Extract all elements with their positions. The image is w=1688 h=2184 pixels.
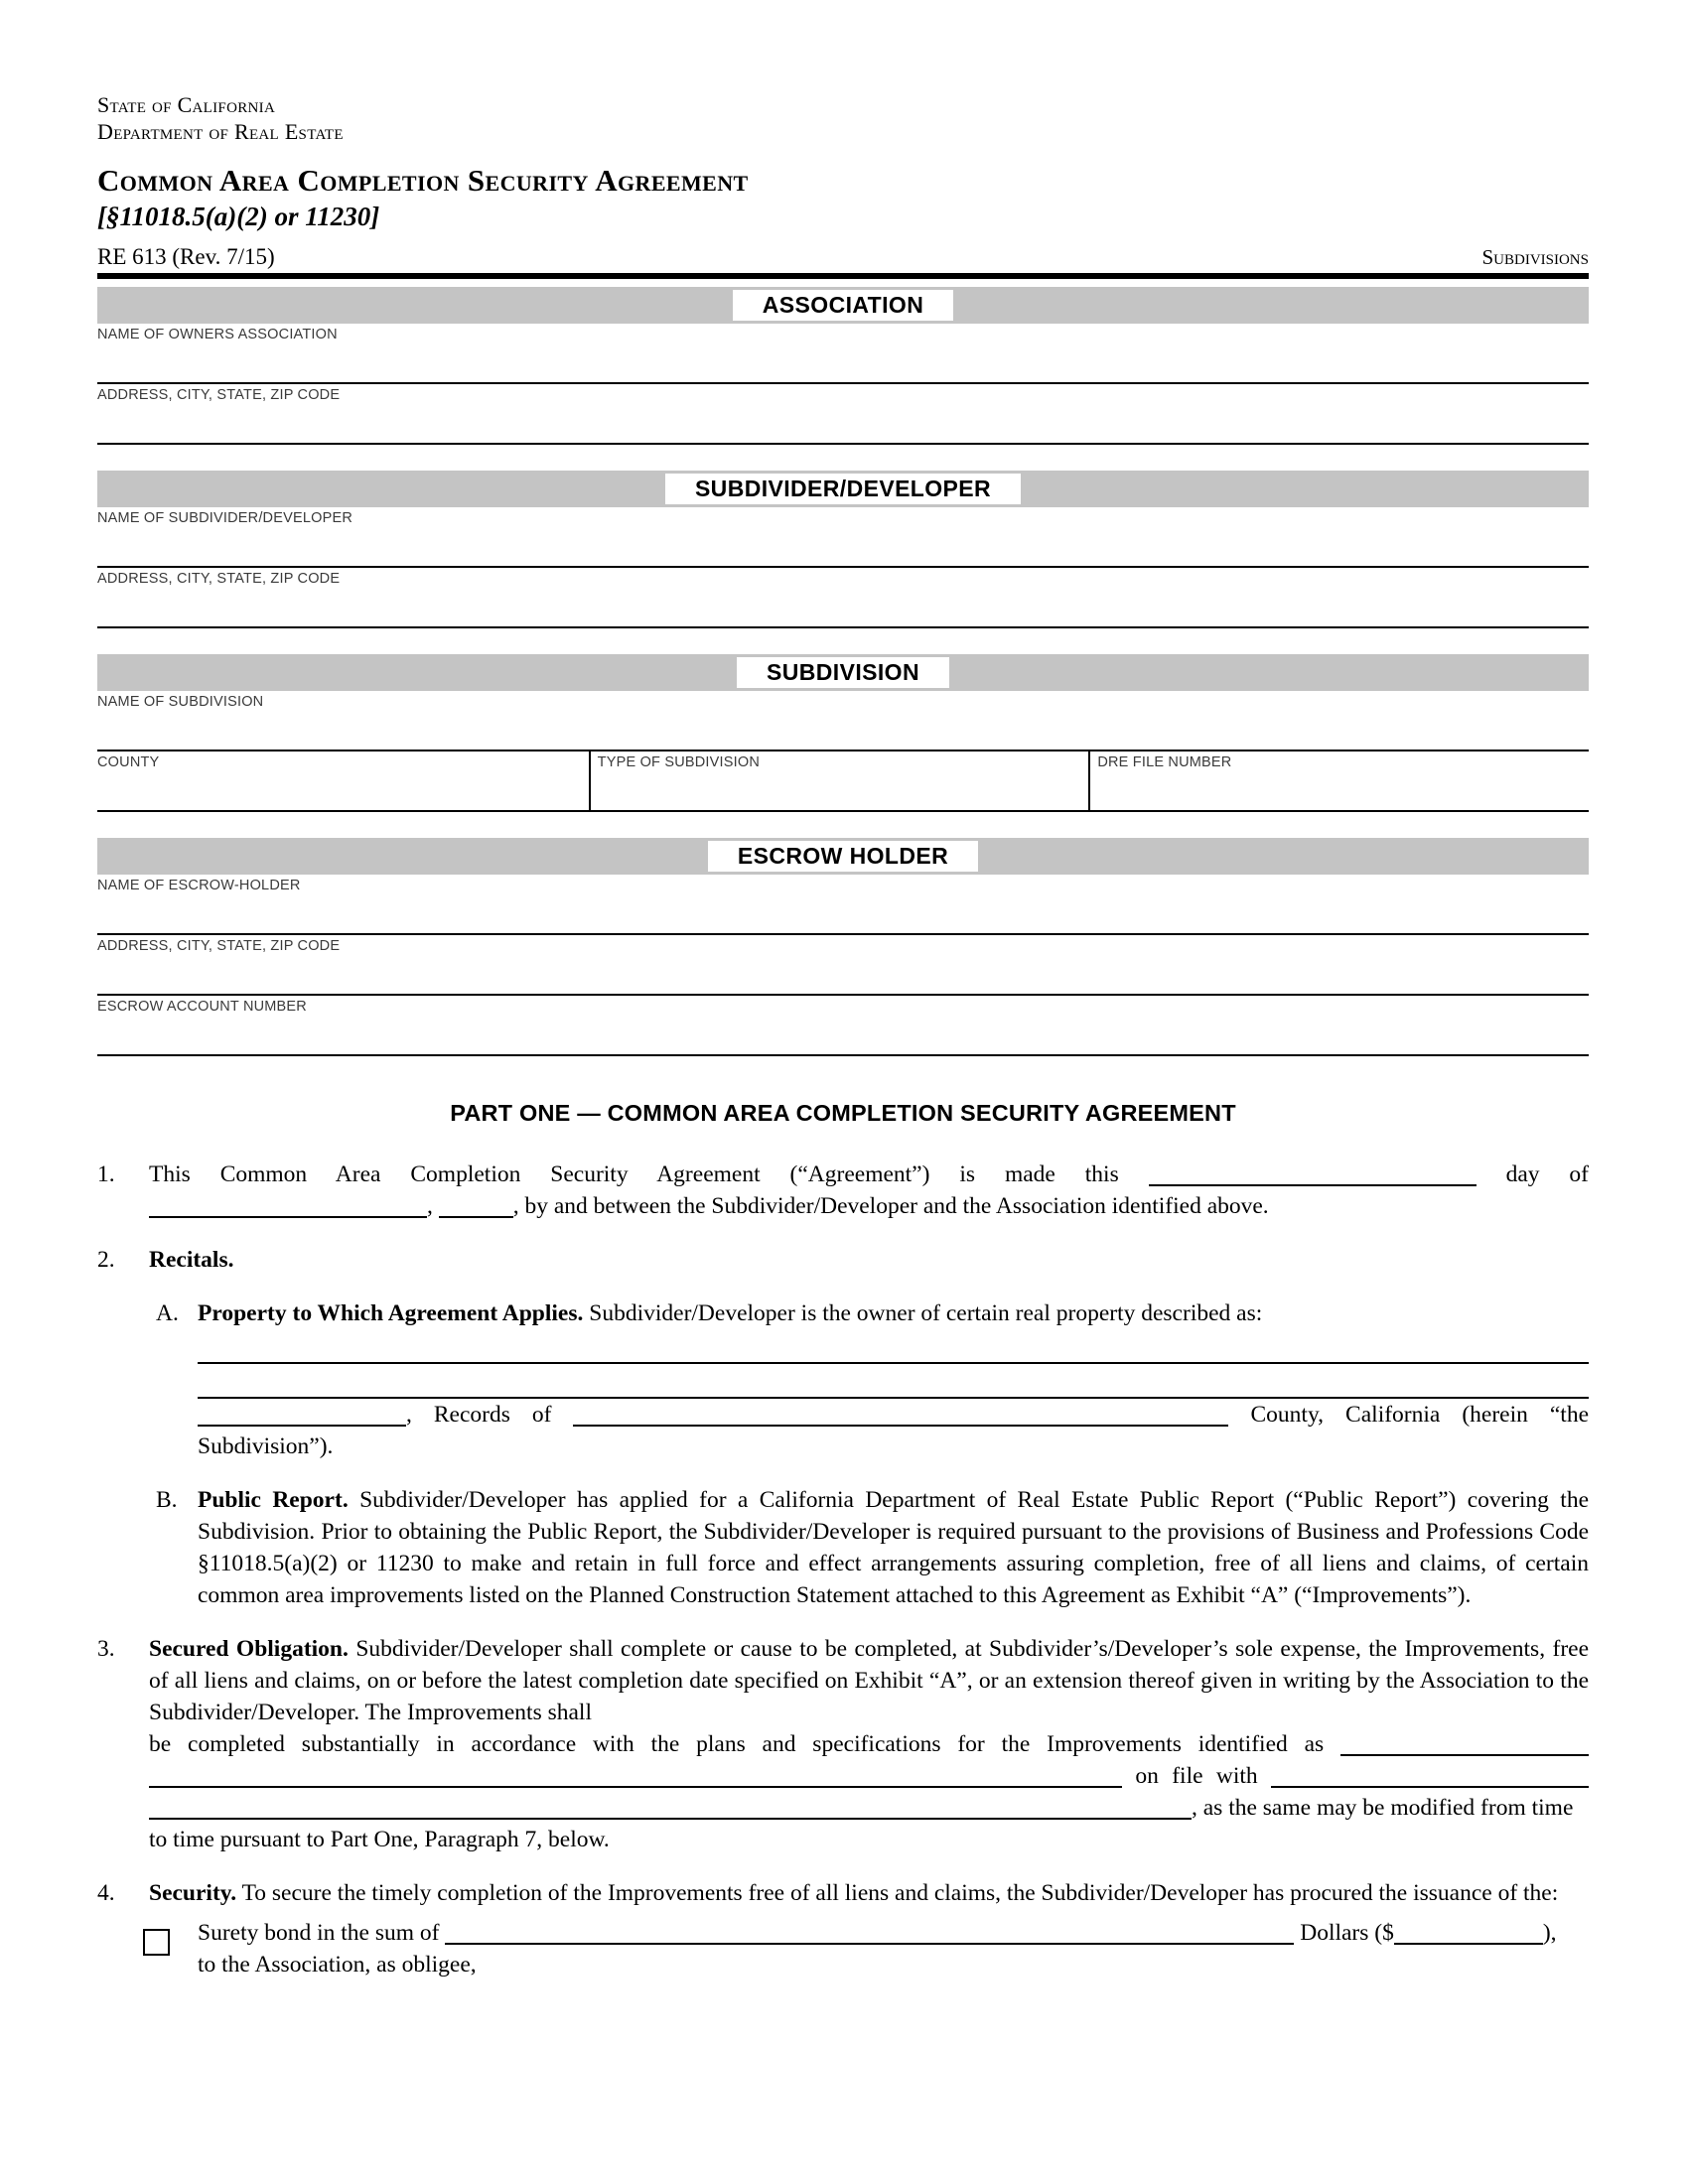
paragraph-1-line-2: [149, 1190, 1589, 1222]
paragraph-3-text-d: to time pursuant to Part One, Paragraph 7, below.: [149, 1827, 610, 1852]
paragraph-3-text-a: Subdivider/Developer shall complete or cause to be completed, at Subdivider’s/Developer’s sole expense, the Improvements, free of all liens and claims, on or before the latest completion date specified on Exhibit “A”, or an extension thereof given in writing by the Association to the Subdivider/Developer. The Improvements shall: [149, 1636, 1590, 1725]
recital-a-letter: A.: [156, 1300, 179, 1326]
subdivider-address-label: ADDRESS, CITY, STATE, ZIP CODE: [97, 571, 341, 587]
type-of-subdivision-field[interactable]: [589, 751, 1089, 812]
escrow-account-number-field[interactable]: [97, 996, 1589, 1056]
surety-bond-option: [149, 1917, 1589, 1980]
surety-bond-checkbox[interactable]: [143, 1929, 170, 1956]
day-blank[interactable]: [1149, 1160, 1477, 1186]
paragraph-3-on-file-line: [149, 1760, 1589, 1792]
paragraph-3-modified-line: [149, 1792, 1589, 1824]
plans-name-blank[interactable]: [149, 1761, 1122, 1788]
form-number: RE 613 (Rev. 7/15): [97, 244, 275, 269]
paragraph-1-text-b: day of: [1505, 1161, 1589, 1187]
subdivider-section-title: SUBDIVIDER/DEVELOPER: [665, 474, 1021, 504]
escrow-name-label: NAME OF ESCROW-HOLDER: [97, 878, 301, 893]
escrow-name-field[interactable]: [97, 875, 1589, 935]
association-section-title: ASSOCIATION: [733, 290, 953, 321]
paragraph-3-closing-line: [149, 1824, 1589, 1855]
part-one-heading: PART ONE — COMMON AREA COMPLETION SECURITY AGREEMENT: [450, 1100, 1236, 1126]
section-subdivider: [97, 471, 1589, 628]
month-blank[interactable]: [149, 1191, 427, 1218]
paragraph-4-intro: [149, 1877, 1589, 1909]
paragraph-3: [97, 1633, 1589, 1855]
association-address-field[interactable]: [97, 384, 1589, 445]
year-blank[interactable]: [439, 1191, 513, 1218]
form-number-row: [97, 244, 1589, 270]
subdivider-name-field[interactable]: [97, 507, 1589, 568]
paragraph-1-number: 1.: [97, 1161, 115, 1187]
on-file-with-blank[interactable]: [1271, 1761, 1589, 1788]
paragraph-1-text-c: , by and between the Subdivider/Developer and the Association identified above.: [512, 1193, 1269, 1219]
subdivider-address-field[interactable]: [97, 568, 1589, 628]
paragraph-2-number: 2.: [97, 1247, 115, 1273]
association-name-field[interactable]: [97, 324, 1589, 384]
surety-sum-numeric-blank[interactable]: [1394, 1918, 1543, 1945]
recital-a-text: Subdivider/Developer is the owner of certain real property described as:: [589, 1300, 1263, 1326]
paragraph-2: [97, 1244, 1589, 1611]
surety-text-d: to the Association, as obligee,: [198, 1952, 477, 1978]
subdivision-section-bar: [97, 654, 1589, 691]
form-statute: [§11018.5(a)(2) or 11230]: [97, 202, 380, 231]
property-description-line-1[interactable]: [198, 1329, 1589, 1364]
section-escrow-holder: [97, 838, 1589, 1056]
recital-a-intro: [198, 1297, 1589, 1329]
file-location-blank[interactable]: [149, 1793, 1192, 1820]
recital-b-text: Subdivider/Developer has applied for a California Department of Real Estate Public Report (“Public Report”) covering the Subdivision. Prior to obtaining the Public Report, the Subdivider/Developer is required pursuant to the provisions of Business and Professions Code §11018.5(a)(2) or 11230 to make and retain in full force and effect arrangements assuring completion, free of all liens and claims, of certain common area improvements listed on the Planned Construction Statement attached to this Agreement as Exhibit “A” (“Improvements”).: [198, 1487, 1589, 1608]
program-label: Subdivisions: [1481, 245, 1589, 269]
paragraph-3-text-b: be completed substantially in accordance with the plans and specifications for the Improvements identified as: [149, 1731, 1325, 1757]
recital-a-title: Property to Which Agreement Applies.: [198, 1300, 584, 1326]
paragraph-1: [97, 1159, 1589, 1222]
paragraph-3-intro: [149, 1633, 1589, 1728]
surety-text-a: Surety bond in the sum of: [198, 1920, 440, 1946]
association-name-label: NAME OF OWNERS ASSOCIATION: [97, 327, 338, 342]
subdivider-section-bar: [97, 471, 1589, 507]
plans-identified-as-blank[interactable]: [1340, 1729, 1589, 1756]
paragraph-1-line-1: [149, 1159, 1589, 1190]
surety-bond-text: [198, 1917, 1589, 1980]
records-of-text: , Records of: [406, 1402, 552, 1428]
dre-file-number-field[interactable]: [1088, 751, 1589, 812]
recording-reference-blank[interactable]: [198, 1400, 406, 1427]
agency-line-2: Department of Real Estate: [97, 119, 344, 144]
section-subdivision: [97, 654, 1589, 812]
county-california-text: County, California (herein “the Subdivision”).: [198, 1402, 1590, 1459]
recitals-title: Recitals.: [149, 1247, 234, 1273]
county-label: COUNTY: [97, 754, 160, 770]
dre-file-number-label: DRE FILE NUMBER: [1097, 754, 1232, 770]
paragraph-4: [97, 1877, 1589, 1980]
section-association: [97, 287, 1589, 445]
agreement-body: [97, 1159, 1589, 1980]
header-rule: [97, 273, 1589, 279]
paragraph-3-text-c: , as the same may be modified from time: [1192, 1795, 1574, 1821]
county-field[interactable]: [97, 751, 589, 812]
subdivision-name-label: NAME OF SUBDIVISION: [97, 694, 264, 710]
surety-bond-line-1: [198, 1917, 1589, 1949]
property-description-line-2[interactable]: [198, 1364, 1589, 1399]
surety-bond-line-2: [198, 1949, 1589, 1980]
subdivision-section-title: SUBDIVISION: [737, 657, 949, 688]
recital-b-title: Public Report.: [198, 1487, 349, 1513]
recital-a: [149, 1297, 1589, 1462]
paragraph-4-text: To secure the timely completion of the Improvements free of all liens and claims, the Subdivider/Developer has procured the issuance of the:: [241, 1880, 1559, 1906]
paragraph-1-text-a: This Common Area Completion Security Agreement (“Agreement”) is made this: [149, 1161, 1119, 1187]
recital-b-text-block: [198, 1484, 1589, 1611]
paragraph-1-comma: ,: [427, 1193, 433, 1219]
recital-b: [149, 1484, 1589, 1611]
paragraph-3-number: 3.: [97, 1636, 115, 1662]
recital-a-records-line: [198, 1399, 1589, 1462]
form-title: Common Area Completion Security Agreement: [97, 163, 749, 198]
paragraph-4-number: 4.: [97, 1880, 115, 1906]
recital-b-letter: B.: [156, 1487, 178, 1513]
surety-sum-words-blank[interactable]: [445, 1918, 1294, 1945]
association-section-bar: [97, 287, 1589, 324]
records-county-blank[interactable]: [573, 1400, 1228, 1427]
type-of-subdivision-label: TYPE OF SUBDIVISION: [597, 754, 761, 770]
association-address-label: ADDRESS, CITY, STATE, ZIP CODE: [97, 387, 341, 403]
form-header: [97, 91, 1589, 279]
escrow-section-bar: [97, 838, 1589, 875]
subdivision-detail-row: [97, 751, 1589, 812]
escrow-section-title: ESCROW HOLDER: [708, 841, 978, 872]
escrow-address-label: ADDRESS, CITY, STATE, ZIP CODE: [97, 938, 341, 954]
surety-text-c: ),: [1542, 1920, 1557, 1946]
subdivision-name-field[interactable]: [97, 691, 1589, 751]
escrow-address-field[interactable]: [97, 935, 1589, 996]
surety-text-b: Dollars ($: [1300, 1920, 1394, 1946]
escrow-account-number-label: ESCROW ACCOUNT NUMBER: [97, 999, 307, 1015]
paragraph-3-identified-as-line: [149, 1728, 1589, 1760]
subdivider-name-label: NAME OF SUBDIVIDER/DEVELOPER: [97, 510, 352, 526]
agency-line-1: State of California: [97, 92, 276, 117]
secured-obligation-title: Secured Obligation.: [149, 1636, 349, 1662]
security-title: Security.: [149, 1880, 237, 1906]
on-file-with-text: on file with: [1135, 1763, 1258, 1789]
